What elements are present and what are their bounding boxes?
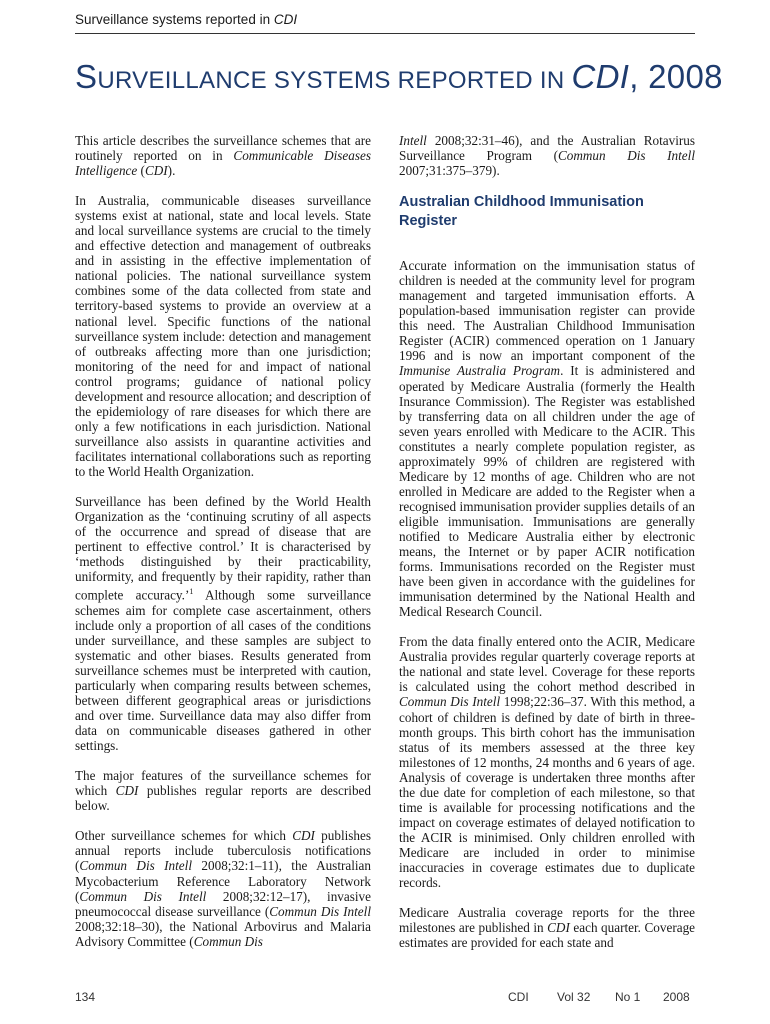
continued-paragraph: Intell 2008;32:31–46), and the Australian Rotavirus Surveillance Program (Commun Dis Intell 2007;31:375–379). — [399, 133, 695, 179]
quarterly-reports-paragraph: Medicare Australia coverage reports for the three milestones are published in CDI each quarter. Coverage estimates are provided for each state and — [399, 905, 696, 951]
footer-year: 2008 — [663, 990, 690, 1004]
surveillance-levels-paragraph: In Australia, communicable diseases surveillance systems exist at national, state and local levels. State and local surveillance systems are crucial to the timely and effective detection and management of outbreaks and in assisting in the effective implementation of national policies. The national surveillance system combines some of the data collected from state and territory-based systems to provide an overview at a national level. Specific functions of the national surveillance system include: detection and management of outbreaks affecting more than one jurisdiction; monitoring of the need for and impact of national control programs; guidance of national policy development and resource allocation; and description of the epidemiology of rare diseases for which there are only a few notifications in each jurisdiction. National surveillance also assists in quarantine activities and facilitates international collaborations such as reporting to the World Health Organization. — [75, 193, 371, 479]
right-column — [399, 133, 695, 965]
other-schemes-paragraph: Other surveillance schemes for which CDI publishes annual reports include tuberculosis notifications (Commun Dis Intell 2008;32:1–11), the Australian Mycobacterium Reference Laboratory Network (Commun Dis Intell 2008;32:12–17), invasive pneumococcal disease surveillance (Commun Dis Intell 2008;32:18–30), the National Arbovirus and Malaria Advisory Committee (Commun Dis — [75, 828, 371, 949]
page-number: 134 — [75, 990, 96, 1004]
title-journal: CDI — [571, 58, 630, 95]
footnote-ref: 1 — [189, 587, 194, 597]
title-smallcaps: URVEILLANCE SYSTEMS REPORTED IN — [97, 67, 572, 94]
left-column — [75, 133, 371, 964]
section-heading-acir: Australian Childhood Immunisation Register — [399, 194, 644, 230]
footer-journal: CDI — [508, 990, 529, 1004]
definition-paragraph: Surveillance has been defined by the World Health Organization as the ‘continuing scrutiny of all aspects of the occurrence and spread of disease that are pertinent to effective control.’ It is characterised by ‘methods distinguished by their practicability, uniformity, and frequently by their rapidity, rather than complete accuracy.’$^1$ Although some surveillance schemes aim for complete case ascertainment, others include only a proportion of all cases of the conditions under surveillance, and these samples are subject to systematic and other biases. Results generated from surveillance schemes must be interpreted with caution, particularly when comparing results between schemes, between different geographical areas or jurisdictions and over time. Surveillance data may also differ from data on communicable diseases gathered in other settings. — [75, 494, 372, 754]
major-features-paragraph: The major features of the surveillance schemes for which CDI publishes regular reports are described below. — [75, 768, 371, 814]
footer-issue: No 1 — [615, 990, 641, 1004]
running-header-journal: CDI — [273, 12, 298, 27]
footer-volume: Vol 32 — [557, 990, 591, 1004]
page-footer — [75, 990, 695, 1006]
title-initial: S — [75, 58, 98, 95]
running-header-text: Surveillance systems reported in — [75, 12, 274, 27]
page-title — [75, 58, 723, 96]
intro-paragraph: This article describes the surveillance schemes that are routinely reported on in Communicable Diseases Intelligence (CDI). — [75, 133, 371, 179]
acir-description-paragraph: Accurate information on the immunisation status of children is needed at the community level for program management and targeted immunisation efforts. A population-based immunisation register can provide this need. The Australian Childhood Immunisation Register (ACIR) commenced operation on 1 January 1996 and is now an important component of the Immunise Australia Program. It is administered and operated by Medicare Australia (formerly the Health Insurance Commission). The Register was established by transferring data on all children under the age of seven years enrolled with Medicare to the ACIR. This constitutes a nearly complete population register, as approximately 99% of children are registered with Medicare by 12 months of age. Children who are not enrolled in Medicare are added to the Register when a recognised immunisation provider supplies details of an eligible immunisation. Immunisations are generally notified to Medicare Australia either by electronic means, the Internet or by paper ACIR notification forms. Immunisations recorded on the Register must have been given in accordance with the guidelines for immunisation determined by the National Health and Medical Research Council. — [399, 258, 695, 620]
title-year: , 2008 — [629, 58, 723, 95]
running-header — [75, 12, 695, 34]
coverage-reports-paragraph: From the data finally entered onto the ACIR, Medicare Australia provides regular quarterly coverage reports at the national and state level. Coverage for these reports is calculated using the cohort method described in Commun Dis Intell 1998;22:36–37. With this method, a cohort of children is defined by date of birth in three-month groups. This birth cohort has the immunisation status of its members assessed at the three key milestones of 12 months, 24 months and 6 years of age. Analysis of coverage is undertaken three months after the due date for completion of each milestone, so that time is available for processing notifications and the impact on coverage estimates of delayed notification to the ACIR is minimised. Only children enrolled with Medicare are included in order to minimise inaccuracies in coverage estimates due to duplicate records. — [399, 634, 695, 891]
